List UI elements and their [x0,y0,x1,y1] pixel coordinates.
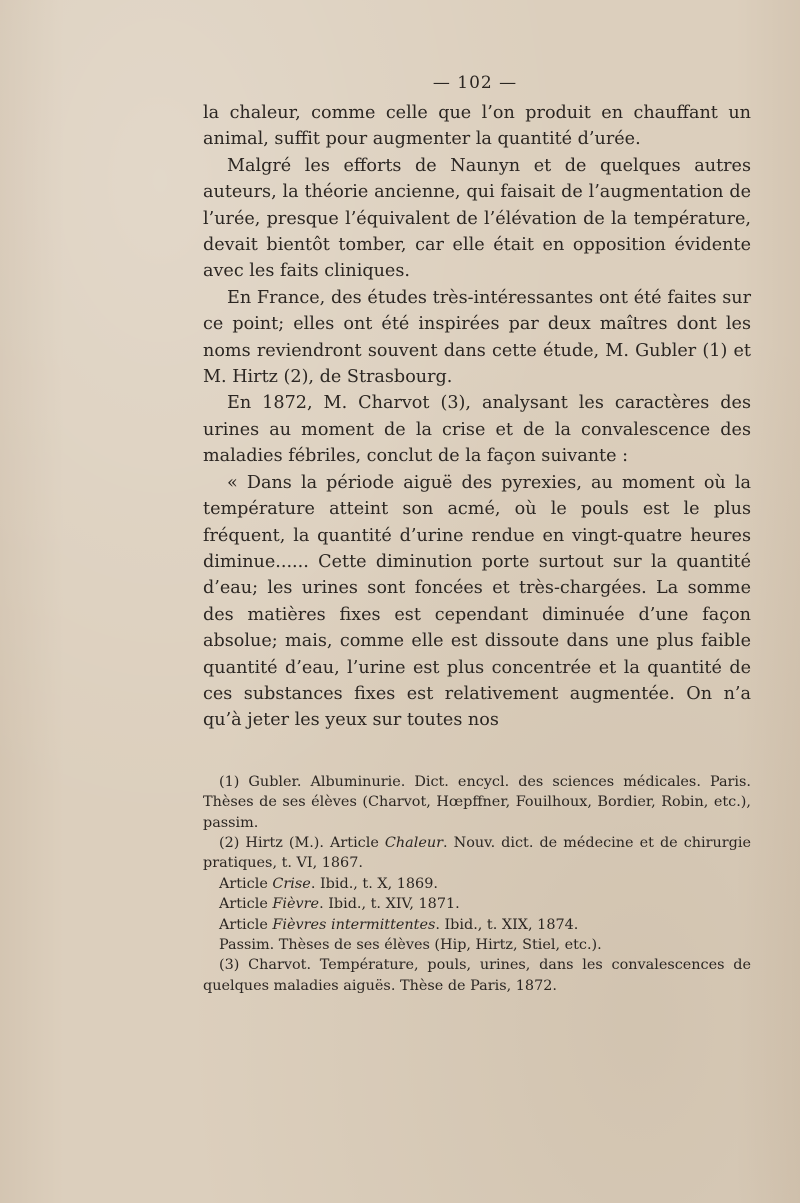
paragraph-france: En France, des études très-intéressantes ont été faites sur ce point; elles ont été inspirées par deux maîtres dont les noms reviendront souvent dans cette étude, M. Gubler (1) et M. Hirtz (2), de Strasbourg. [203,287,751,388]
footnote-2-fievres-rest: . Ibid., t. XIX, 1874. [435,916,579,933]
footnote-2-text: (2) Hirtz (M.). Article [219,834,385,851]
footnote-2-fievre-text: Article [219,896,273,913]
paragraph-charvot: En 1872, M. Charvot (3), analysant les caractères des urines au moment de la crise et de la convalescence des maladies fébriles, conclut de la façon suivante : [203,393,751,467]
paragraph-continuation: la chaleur, comme celle que l’on produit en chauffant un animal, suffit pour augmenter la quantité d’urée. [203,103,751,150]
body-text [203,100,751,734]
paragraph-naunyn: Malgré les efforts de Naunyn et de quelques autres auteurs, la théorie ancienne, qui faisait de l’augmentation de l’urée, presque l’équivalent de l’élévation de la température, devait bientôt tomber, car elle était en opposition évidente avec les faits cliniques. [203,155,751,282]
footnote-2-fievre [203,894,751,914]
footnote-2-fievres-text: Article [219,916,273,933]
page-number: — 102 — [432,73,518,93]
footnote-2-crise [203,874,751,894]
footnote-2-fievres [203,915,751,935]
footnote-2-rest: . Nouv. dict. de médecine et de chirurgie pratiques, t. VI, 1867. [203,834,751,872]
footnote-2-passim: Passim. Thèses de ses élèves (Hip, Hirtz, Stiel, etc.). [219,937,602,953]
footnote-2-crise-text: Article [219,875,273,892]
footnote-2-fievres-title: Fièvres intermittentes [272,916,436,933]
footnotes [203,772,751,996]
footnote-2-title: Chaleur [384,834,444,851]
footnote-2-fievre-rest: . Ibid., t. XIV, 1871. [319,896,460,913]
footnote-1: (1) Gubler. Albuminurie. Dict. encycl. des sciences médicales. Paris. Thèses de ses élèves (Charvot, Hœpffner, Fouilhoux, Bordier, Robin, etc.), passim. [203,773,751,831]
footnote-3: (3) Charvot. Température, pouls, urines, dans les convalescences de quelques maladies aiguës. Thèse de Paris, 1872. [203,957,751,994]
footnote-2 [203,833,751,874]
footnote-2-crise-title: Crise [272,875,311,892]
book-page [203,68,751,996]
footnote-2-fievre-title: Fièvre [272,896,320,913]
footnote-2-crise-rest: . Ibid., t. X, 1869. [310,875,438,892]
paragraph-quotation: « Dans la période aiguë des pyrexies, au moment où la température atteint son acmé, où le pouls est le plus fréquent, la quantité d’urine rendue en vingt-quatre heures diminue...... Cette diminution porte surtout sur la quantité d’eau; les urines sont foncées et très-chargées. La somme des matières fixes est cependant diminuée d’une façon absolue; mais, comme elle est dissoute dans une plus faible quantité d’eau, l’urine est plus concentrée et la quantité de ces substances fixes est relativement augmentée. On n’a qu’à jeter les yeux sur toutes nos [203,472,751,731]
